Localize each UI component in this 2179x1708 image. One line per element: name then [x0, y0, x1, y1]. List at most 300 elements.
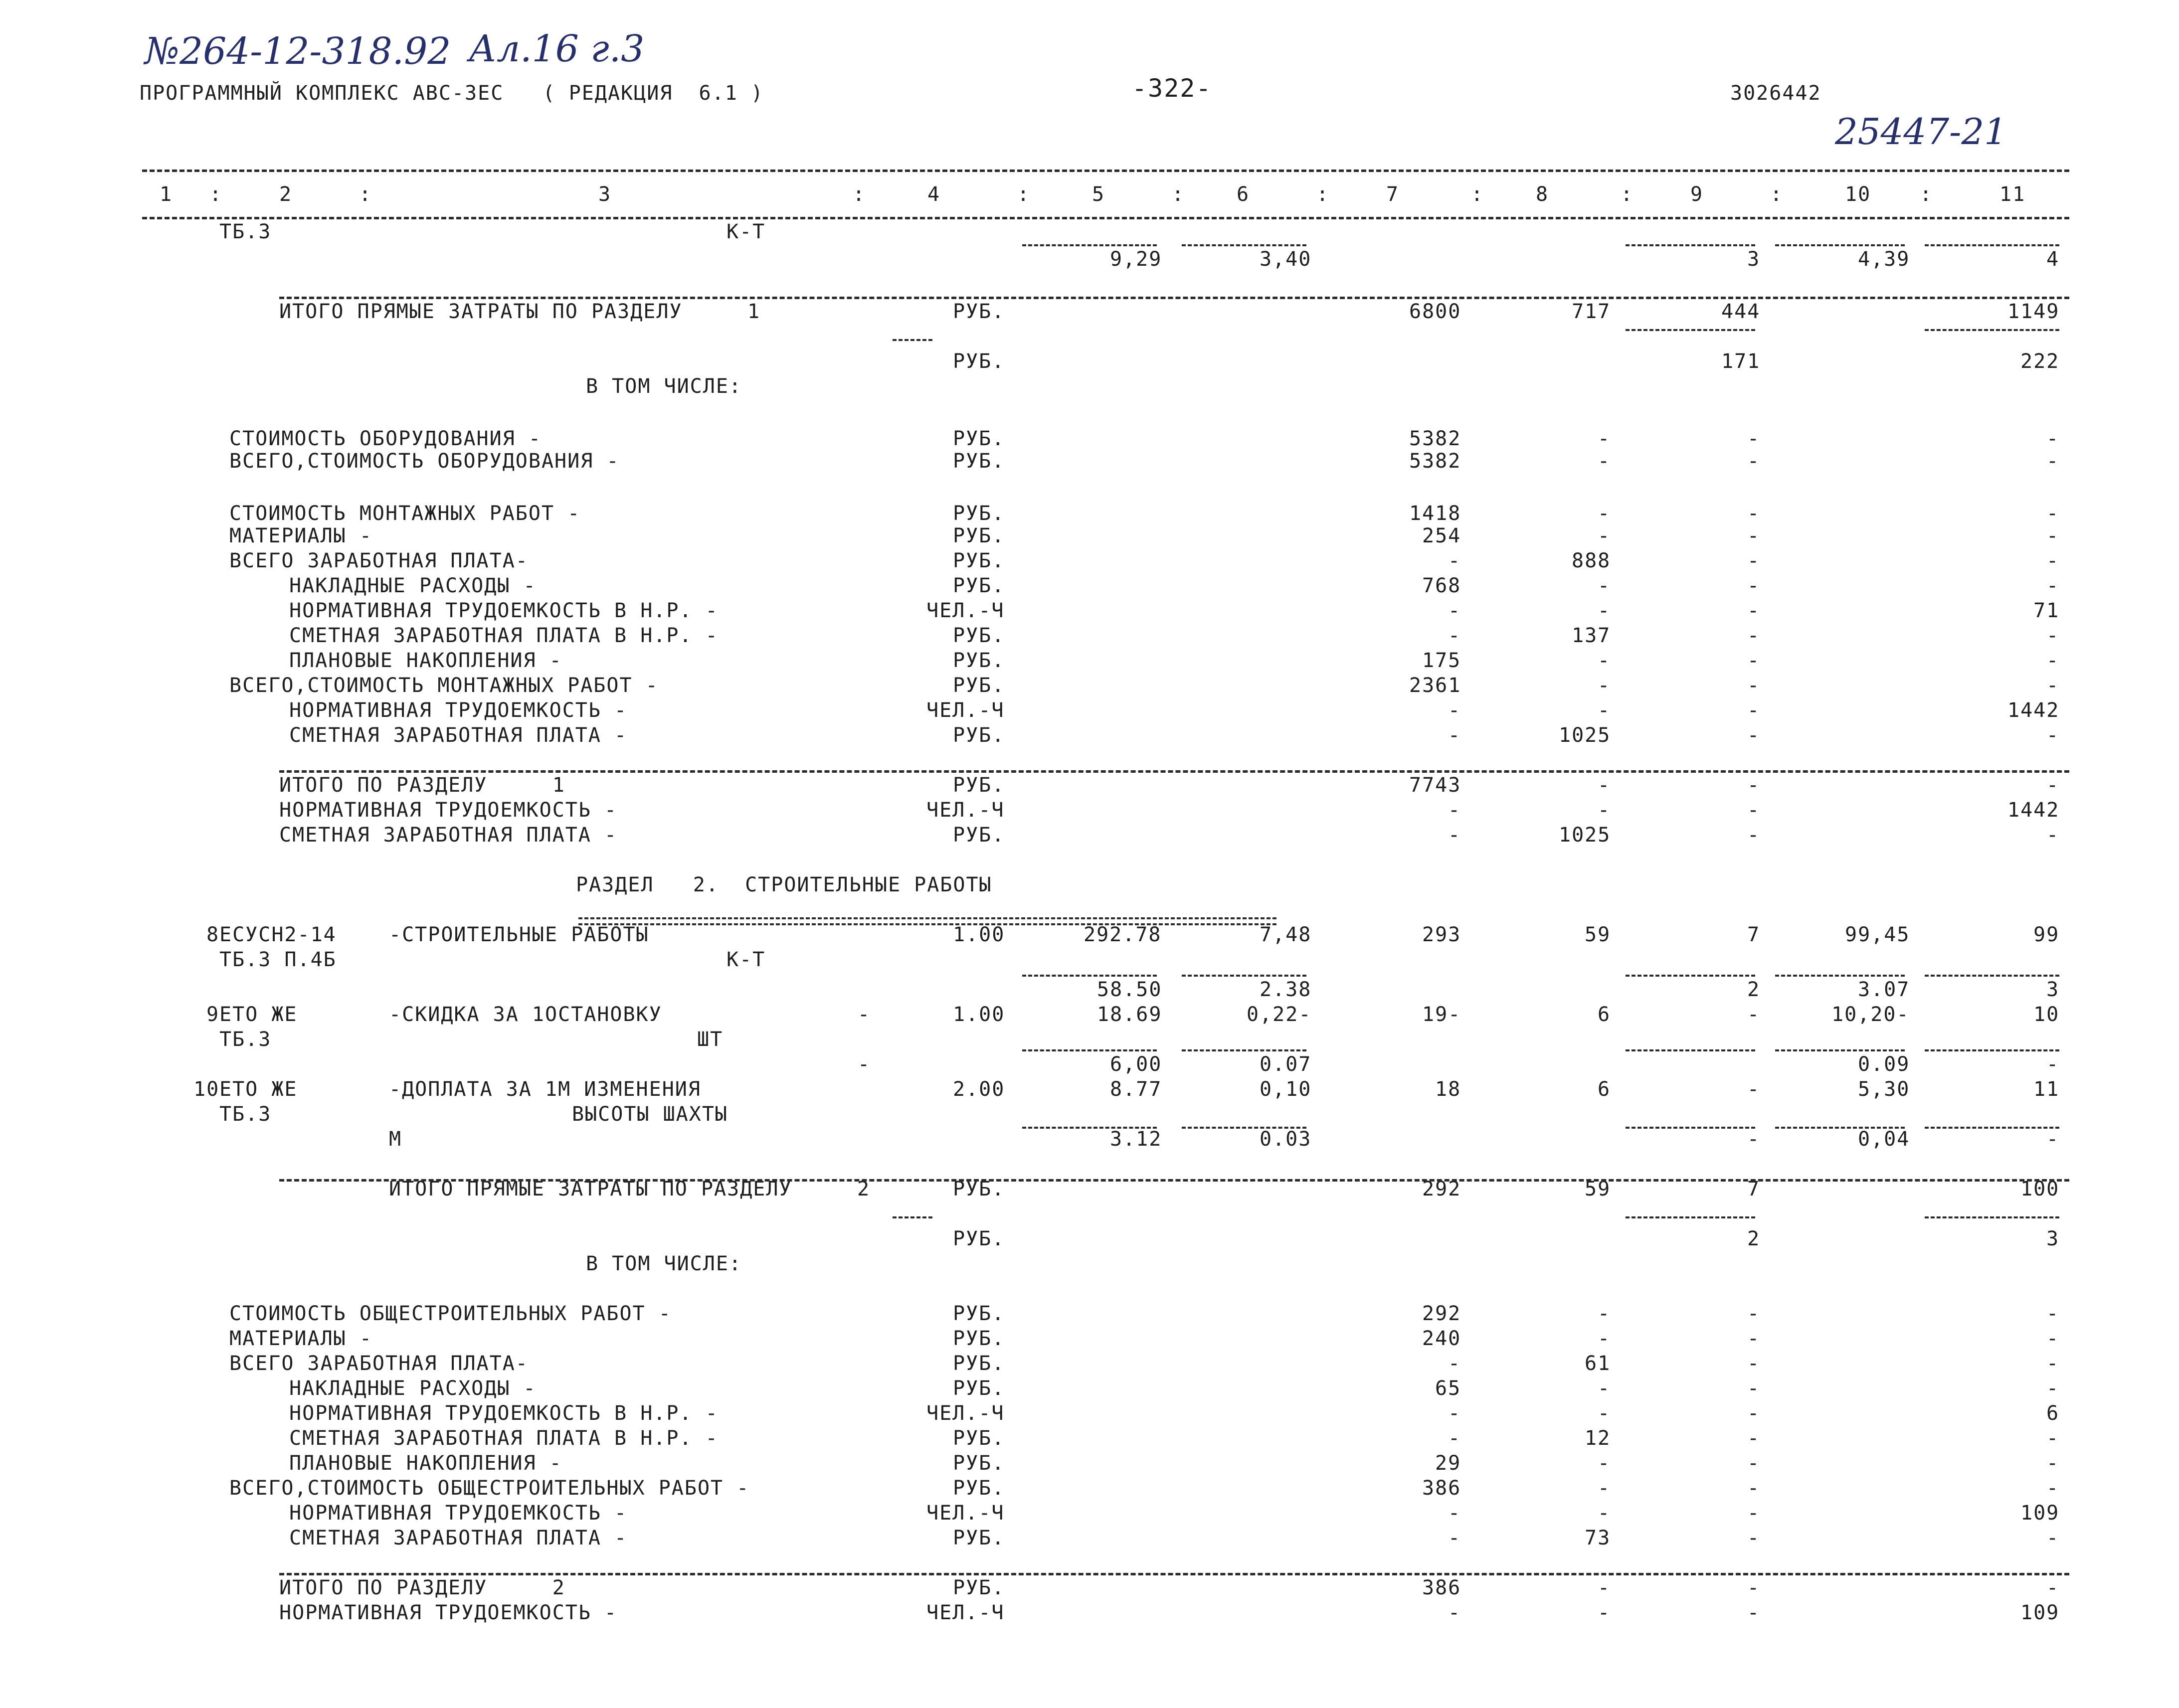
row-description: ВСЕГО ЗАРАБОТНАЯ ПЛАТА-: [229, 549, 529, 572]
cell-col-8: -: [1598, 1377, 1611, 1400]
cell-col-9: -: [1747, 1527, 1761, 1549]
cell-col-9: -: [1747, 1003, 1761, 1026]
cell-col-4: РУБ.: [953, 524, 1005, 547]
column-separator: :: [1017, 183, 1031, 206]
cell-col-11: 109: [2020, 1502, 2060, 1525]
row-description: СМЕТНАЯ ЗАРАБОТНАЯ ПЛАТА В Н.Р. -: [289, 1427, 719, 1450]
cell-col-9: -: [1747, 1576, 1761, 1599]
cell-col-9: -: [1747, 1377, 1761, 1400]
cell-col-10: 99,45: [1845, 923, 1910, 946]
cell-col-7: -: [1448, 624, 1461, 647]
row-description: ИТОГО ПРЯМЫЕ ЗАТРАТЫ ПО РАЗДЕЛУ 2: [389, 1178, 871, 1200]
row-description: НОРМАТИВНАЯ ТРУДОЕМКОСТЬ -: [289, 1502, 628, 1525]
cell-col-9: -: [1747, 1601, 1761, 1624]
cell-col-11: -: [2046, 1053, 2060, 1076]
sub-rule: [1182, 1049, 1306, 1051]
row-description: НОРМАТИВНАЯ ТРУДОЕМКОСТЬ В Н.Р. -: [289, 599, 719, 622]
row-description: МАТЕРИАЛЫ -: [229, 524, 372, 547]
cell-col-4: 1.00: [953, 1003, 1005, 1026]
cell-col-4: РУБ.: [953, 1352, 1005, 1375]
row-description: ПЛАНОВЫЕ НАКОПЛЕНИЯ -: [289, 649, 562, 672]
cell-col-4: РУБ.: [953, 724, 1005, 747]
cell-col-7: -: [1448, 1601, 1461, 1624]
cell-col-7: 5382: [1409, 427, 1461, 450]
cell-col-9: 3: [1747, 248, 1761, 271]
cell-col-11: 71: [2033, 599, 2060, 622]
cell-col-7: 292: [1422, 1178, 1461, 1200]
cell-col-7: -: [1448, 699, 1461, 722]
cell-col-9: -: [1747, 549, 1761, 572]
cell-col-11: -: [2046, 1477, 2060, 1500]
cell-col-9: -: [1747, 1502, 1761, 1525]
cell-col-2: ТБ.3: [219, 1103, 272, 1126]
sub-rule: [893, 1216, 932, 1218]
cell-col-11: 11: [2033, 1078, 2060, 1101]
row-description: НОРМАТИВНАЯ ТРУДОЕМКОСТЬ В Н.Р. -: [289, 1402, 719, 1425]
cell-col-7: -: [1448, 1427, 1461, 1450]
handwritten-inventory-number: 25447-21: [1835, 111, 2007, 153]
cell-col-9: -: [1747, 699, 1761, 722]
cell-col-11: -: [2046, 824, 2060, 847]
cell-col-7: 19-: [1422, 1003, 1461, 1026]
column-separator: :: [359, 183, 372, 206]
cell-col-11: -: [2046, 427, 2060, 450]
double-rule: [578, 923, 1276, 925]
column-number-7: 7: [1386, 183, 1400, 206]
cell-col-7: 254: [1422, 524, 1461, 547]
cell-col-9: -: [1747, 649, 1761, 672]
cell-col-9: 444: [1721, 300, 1761, 323]
cell-col-9: -: [1747, 1327, 1761, 1350]
handwritten-album-number: Ал.16 г.3: [469, 27, 645, 70]
column-number-10: 10: [1845, 183, 1871, 206]
sub-rule: [1775, 244, 1905, 246]
sub-rule: [1182, 1127, 1306, 1129]
cell-col-11: -: [2046, 1302, 2060, 1325]
cell-col-1: 9: [206, 1003, 220, 1026]
cell-col-9: -: [1747, 799, 1761, 822]
sub-rule: [1022, 1049, 1157, 1051]
row-description: ВСЕГО,СТОИМОСТЬ ОБОРУДОВАНИЯ -: [229, 450, 620, 473]
sub-rule: [1775, 975, 1905, 977]
cell-col-8: -: [1598, 774, 1611, 797]
column-number-8: 8: [1536, 183, 1549, 206]
cell-col-8: -: [1598, 1601, 1611, 1624]
cell-col-4: РУБ.: [953, 574, 1005, 597]
cell-col-9: -: [1747, 674, 1761, 697]
cell-col-7: 386: [1422, 1576, 1461, 1599]
cell-col-7: 65: [1435, 1377, 1461, 1400]
cell-col-9: -: [1747, 1352, 1761, 1375]
cell-col-4: РУБ.: [953, 1576, 1005, 1599]
dashed-rule: [279, 297, 2069, 299]
cell-col-4: 1.00: [953, 923, 1005, 946]
cell-col-9: -: [1747, 774, 1761, 797]
row-description: РАЗДЕЛ 2. СТРОИТЕЛЬНЫЕ РАБОТЫ: [576, 873, 992, 896]
cell-col-11: -: [2046, 574, 2060, 597]
cell-col-11: 109: [2020, 1601, 2060, 1624]
cell-col-11: 3: [2046, 1227, 2060, 1250]
cell-col-4: РУБ.: [953, 674, 1005, 697]
cell-col-9: -: [1747, 1128, 1761, 1151]
row-description: -СКИДКА ЗА 1ОСТАНОВКУ: [389, 1003, 662, 1026]
cell-col-3b: -: [858, 1053, 871, 1076]
sub-rule: [893, 339, 932, 341]
cell-col-11: -: [2046, 1352, 2060, 1375]
row-description: ИТОГО ПО РАЗДЕЛУ 2: [279, 1576, 565, 1599]
cell-col-11: 99: [2033, 923, 2060, 946]
row-description: СТОИМОСТЬ ОБОРУДОВАНИЯ -: [229, 427, 542, 450]
cell-col-3b: -: [858, 1003, 871, 1026]
sub-rule: [1182, 975, 1306, 977]
cell-col-9: -: [1747, 1302, 1761, 1325]
sub-rule: [1626, 329, 1755, 331]
row-description: МАТЕРИАЛЫ -: [229, 1327, 372, 1350]
column-separator: :: [209, 183, 223, 206]
cell-col-8: 717: [1572, 300, 1611, 323]
cell-col-11: -: [2046, 1576, 2060, 1599]
cell-col-7: 18: [1435, 1078, 1461, 1101]
sub-rule: [1925, 329, 2059, 331]
cell-col-4: 2.00: [953, 1078, 1005, 1101]
cell-col-8: -: [1598, 1302, 1611, 1325]
sub-rule: [1022, 975, 1157, 977]
cell-col-8: -: [1598, 1327, 1611, 1350]
sub-rule: [1022, 244, 1157, 246]
sub-rule: [1925, 1127, 2059, 1129]
column-number-6: 6: [1237, 183, 1250, 206]
row-description: НОРМАТИВНАЯ ТРУДОЕМКОСТЬ -: [289, 699, 628, 722]
cell-col-1: 10: [193, 1078, 220, 1101]
cell-col-9: -: [1747, 450, 1761, 473]
cell-col-10: 0.09: [1858, 1053, 1910, 1076]
cell-col-11: -: [2046, 1427, 2060, 1450]
cell-col-4: ЧЕЛ.-Ч: [926, 1402, 1005, 1425]
cell-col-8: 59: [1585, 923, 1611, 946]
cell-col-4: РУБ.: [953, 824, 1005, 847]
row-description: М: [389, 1128, 402, 1151]
sub-rule: [1626, 1049, 1755, 1051]
row-description: К-Т: [726, 948, 766, 971]
cell-col-7: 386: [1422, 1477, 1461, 1500]
column-number-5: 5: [1092, 183, 1105, 206]
cell-col-11: 6: [2046, 1402, 2060, 1425]
cell-col-4: РУБ.: [953, 1527, 1005, 1549]
column-separator: :: [1471, 183, 1484, 206]
cell-col-4: РУБ.: [953, 427, 1005, 450]
cell-col-7: 240: [1422, 1327, 1461, 1350]
cell-col-2: ЕТО ЖЕ: [219, 1003, 298, 1026]
cell-col-8: 12: [1585, 1427, 1611, 1450]
row-description: СМЕТНАЯ ЗАРАБОТНАЯ ПЛАТА -: [289, 1527, 628, 1549]
cell-col-7: 768: [1422, 574, 1461, 597]
cell-col-7: 1418: [1409, 502, 1461, 525]
row-description: СТОИМОСТЬ МОНТАЖНЫХ РАБОТ -: [229, 502, 581, 525]
cell-col-11: -: [2046, 549, 2060, 572]
cell-col-11: -: [2046, 774, 2060, 797]
cell-col-7: -: [1448, 799, 1461, 822]
double-rule: [578, 917, 1276, 919]
cell-col-4: РУБ.: [953, 1477, 1005, 1500]
cell-col-10: 5,30: [1858, 1078, 1910, 1101]
cell-col-8: -: [1598, 1576, 1611, 1599]
cell-col-11: -: [2046, 624, 2060, 647]
cell-col-8: -: [1598, 450, 1611, 473]
cell-col-11: -: [2046, 502, 2060, 525]
cell-col-2: ЕТО ЖЕ: [219, 1078, 298, 1101]
column-number-4: 4: [927, 183, 941, 206]
row-description: ВСЕГО,СТОИМОСТЬ ОБЩЕСТРОИТЕЛЬНЫХ РАБОТ -: [229, 1477, 750, 1500]
cell-col-8: -: [1598, 1477, 1611, 1500]
cell-col-4: РУБ.: [953, 1427, 1005, 1450]
cell-col-4: РУБ.: [953, 450, 1005, 473]
cell-col-4: ЧЕЛ.-Ч: [926, 1601, 1005, 1624]
cell-col-10: 10,20-: [1831, 1003, 1910, 1026]
sub-rule: [1182, 244, 1306, 246]
cell-col-6: 7,48: [1260, 923, 1312, 946]
cell-col-7: -: [1448, 599, 1461, 622]
row-description: ИТОГО ПРЯМЫЕ ЗАТРАТЫ ПО РАЗДЕЛУ 1: [279, 300, 761, 323]
cell-col-8: 73: [1585, 1527, 1611, 1549]
dashed-rule: [142, 170, 2069, 172]
cell-col-8: -: [1598, 674, 1611, 697]
cell-col-7: 7743: [1409, 774, 1461, 797]
cell-col-7: -: [1448, 549, 1461, 572]
software-header: ПРОГРАММНЫЙ КОМПЛЕКС АВС-3ЕС ( РЕДАКЦИЯ 6.1 ): [140, 82, 764, 105]
cell-col-2: ТБ.3: [219, 1028, 272, 1051]
cell-col-9: -: [1747, 1427, 1761, 1450]
cell-col-10: 0,04: [1858, 1128, 1910, 1151]
row-description: -СТРОИТЕЛЬНЫЕ РАБОТЫ: [389, 923, 649, 946]
page-number: -322-: [1132, 74, 1212, 103]
cell-col-10: 3.07: [1858, 978, 1910, 1001]
cell-col-1: 8: [206, 923, 220, 946]
row-description: ВЫСОТЫ ШАХТЫ: [572, 1103, 728, 1126]
cell-col-7: 6800: [1409, 300, 1461, 323]
sub-rule: [1775, 1127, 1905, 1129]
cell-col-8: 6: [1598, 1003, 1611, 1026]
sub-rule: [1925, 1049, 2059, 1051]
cell-col-9: 7: [1747, 1178, 1761, 1200]
cell-col-8: -: [1598, 699, 1611, 722]
cell-col-8: -: [1598, 524, 1611, 547]
cell-col-6: 0.07: [1260, 1053, 1312, 1076]
cell-col-9: -: [1747, 599, 1761, 622]
cell-col-8: -: [1598, 649, 1611, 672]
cell-col-9: -: [1747, 427, 1761, 450]
cell-col-5: 6,00: [1110, 1053, 1162, 1076]
cell-col-4: ЧЕЛ.-Ч: [926, 699, 1005, 722]
cell-col-8: 137: [1572, 624, 1611, 647]
cell-col-2: ТБ.3 П.4Б: [219, 948, 337, 971]
cell-col-5: 18.69: [1097, 1003, 1162, 1026]
cell-col-4: ЧЕЛ.-Ч: [926, 799, 1005, 822]
cell-col-8: -: [1598, 1402, 1611, 1425]
cell-col-9: -: [1747, 724, 1761, 747]
column-number-3: 3: [598, 183, 612, 206]
column-number-2: 2: [279, 183, 293, 206]
row-description: СМЕТНАЯ ЗАРАБОТНАЯ ПЛАТА -: [289, 724, 628, 747]
cell-col-9: -: [1747, 574, 1761, 597]
row-description: НОРМАТИВНАЯ ТРУДОЕМКОСТЬ -: [279, 799, 618, 822]
document-code: 3026442: [1730, 82, 1821, 105]
cell-col-4: РУБ.: [953, 1178, 1005, 1200]
cell-col-9: -: [1747, 1452, 1761, 1475]
cell-col-11: -: [2046, 450, 2060, 473]
sub-rule: [1925, 975, 2059, 977]
cell-col-11: -: [2046, 1452, 2060, 1475]
cell-col-10: 4,39: [1858, 248, 1910, 271]
cell-col-4: РУБ.: [953, 1452, 1005, 1475]
row-description: В ТОМ ЧИСЛЕ:: [586, 375, 742, 398]
row-description: ПЛАНОВЫЕ НАКОПЛЕНИЯ -: [289, 1452, 562, 1475]
cell-col-11: 222: [2020, 350, 2060, 373]
handwritten-doc-number: №264-12-318.92: [145, 30, 451, 73]
row-description: ШТ: [697, 1028, 724, 1051]
cell-col-4: РУБ.: [953, 350, 1005, 373]
cell-col-8: 1025: [1559, 724, 1611, 747]
cell-col-11: -: [2046, 1327, 2060, 1350]
cell-col-2: ЕСУСН2-14: [219, 923, 337, 946]
row-description: НАКЛАДНЫЕ РАСХОДЫ -: [289, 574, 537, 597]
cell-col-4: РУБ.: [953, 649, 1005, 672]
row-description: НОРМАТИВНАЯ ТРУДОЕМКОСТЬ -: [279, 1601, 618, 1624]
column-separator: :: [1920, 183, 1933, 206]
cell-col-11: -: [2046, 524, 2060, 547]
column-separator: :: [1316, 183, 1330, 206]
cell-col-9: 2: [1747, 978, 1761, 1001]
cell-col-7: 293: [1422, 923, 1461, 946]
column-number-11: 11: [1999, 183, 2026, 206]
cell-col-7: 292: [1422, 1302, 1461, 1325]
cell-col-5: 58.50: [1097, 978, 1162, 1001]
cell-col-7: 175: [1422, 649, 1461, 672]
cell-col-9: 2: [1747, 1227, 1761, 1250]
cell-col-7: -: [1448, 1502, 1461, 1525]
row-description: СТОИМОСТЬ ОБЩЕСТРОИТЕЛЬНЫХ РАБОТ -: [229, 1302, 672, 1325]
sub-rule: [1022, 1127, 1157, 1129]
sub-rule: [1626, 1127, 1755, 1129]
cell-col-9: -: [1747, 524, 1761, 547]
cell-col-5: 9,29: [1110, 248, 1162, 271]
cell-col-11: -: [2046, 724, 2060, 747]
cell-col-8: -: [1598, 502, 1611, 525]
dashed-rule: [279, 1179, 2069, 1182]
cell-col-8: 888: [1572, 549, 1611, 572]
sub-rule: [1626, 975, 1755, 977]
cell-col-11: 10: [2033, 1003, 2060, 1026]
cell-col-8: -: [1598, 574, 1611, 597]
cell-col-4: РУБ.: [953, 502, 1005, 525]
cell-col-9: -: [1747, 502, 1761, 525]
cell-col-8: 61: [1585, 1352, 1611, 1375]
cell-col-11: -: [2046, 1377, 2060, 1400]
cell-col-9: -: [1747, 1078, 1761, 1101]
cell-col-8: 1025: [1559, 824, 1611, 847]
cell-col-6: 0,10: [1260, 1078, 1312, 1101]
cell-col-8: -: [1598, 1452, 1611, 1475]
dashed-rule: [279, 1573, 2069, 1575]
column-number-9: 9: [1690, 183, 1704, 206]
cell-col-6: 0,22-: [1247, 1003, 1312, 1026]
cell-col-4: РУБ.: [953, 1227, 1005, 1250]
cell-col-4: РУБ.: [953, 549, 1005, 572]
cell-col-9: 171: [1721, 350, 1761, 373]
row-description: К-Т: [726, 220, 766, 243]
cell-col-2: ТБ.3: [219, 220, 272, 243]
cell-col-11: -: [2046, 649, 2060, 672]
cell-col-11: 1149: [2007, 300, 2060, 323]
sub-rule: [1775, 1049, 1905, 1051]
cell-col-7: -: [1448, 724, 1461, 747]
row-description: СМЕТНАЯ ЗАРАБОТНАЯ ПЛАТА В Н.Р. -: [289, 624, 719, 647]
cell-col-6: 0.03: [1260, 1128, 1312, 1151]
cell-col-11: 4: [2046, 248, 2060, 271]
cell-col-5: 292.78: [1084, 923, 1162, 946]
column-separator: :: [1172, 183, 1185, 206]
cell-col-4: ЧЕЛ.-Ч: [926, 599, 1005, 622]
cell-col-8: -: [1598, 1502, 1611, 1525]
row-description: ВСЕГО,СТОИМОСТЬ МОНТАЖНЫХ РАБОТ -: [229, 674, 659, 697]
row-description: ВСЕГО ЗАРАБОТНАЯ ПЛАТА-: [229, 1352, 529, 1375]
cell-col-5: 3.12: [1110, 1128, 1162, 1151]
cell-col-9: 7: [1747, 923, 1761, 946]
cell-col-7: 2361: [1409, 674, 1461, 697]
cell-col-8: -: [1598, 799, 1611, 822]
sub-rule: [1925, 244, 2059, 246]
row-description: ИТОГО ПО РАЗДЕЛУ 1: [279, 774, 565, 797]
cell-col-7: -: [1448, 1527, 1461, 1549]
cell-col-8: 6: [1598, 1078, 1611, 1101]
cell-col-8: -: [1598, 599, 1611, 622]
cell-col-4: РУБ.: [953, 1302, 1005, 1325]
cell-col-7: 5382: [1409, 450, 1461, 473]
row-description: В ТОМ ЧИСЛЕ:: [586, 1252, 742, 1275]
row-description: НАКЛАДНЫЕ РАСХОДЫ -: [289, 1377, 537, 1400]
cell-col-6: 3,40: [1260, 248, 1312, 271]
column-separator: :: [853, 183, 866, 206]
cell-col-4: РУБ.: [953, 1377, 1005, 1400]
cell-col-9: -: [1747, 824, 1761, 847]
cell-col-9: -: [1747, 624, 1761, 647]
cell-col-11: -: [2046, 1527, 2060, 1549]
cell-col-11: 1442: [2007, 699, 2060, 722]
sub-rule: [1626, 244, 1755, 246]
cell-col-11: 3: [2046, 978, 2060, 1001]
row-description: -ДОПЛАТА ЗА 1М ИЗМЕНЕНИЯ: [389, 1078, 701, 1101]
cell-col-11: -: [2046, 1128, 2060, 1151]
cell-col-4: ЧЕЛ.-Ч: [926, 1502, 1005, 1525]
cell-col-5: 8.77: [1110, 1078, 1162, 1101]
cell-col-9: -: [1747, 1477, 1761, 1500]
cell-col-11: 1442: [2007, 799, 2060, 822]
dashed-rule: [142, 217, 2069, 219]
column-separator: :: [1770, 183, 1784, 206]
column-number-1: 1: [160, 183, 173, 206]
cell-col-7: -: [1448, 824, 1461, 847]
cell-col-7: -: [1448, 1402, 1461, 1425]
cell-col-4: РУБ.: [953, 774, 1005, 797]
cell-col-8: 59: [1585, 1178, 1611, 1200]
cell-col-7: -: [1448, 1352, 1461, 1375]
sub-rule: [1626, 1216, 1755, 1218]
sub-rule: [1925, 1216, 2059, 1218]
dashed-rule: [279, 770, 2069, 773]
cell-col-9: -: [1747, 1402, 1761, 1425]
cell-col-6: 2.38: [1260, 978, 1312, 1001]
row-description: СМЕТНАЯ ЗАРАБОТНАЯ ПЛАТА -: [279, 824, 618, 847]
cell-col-7: 29: [1435, 1452, 1461, 1475]
